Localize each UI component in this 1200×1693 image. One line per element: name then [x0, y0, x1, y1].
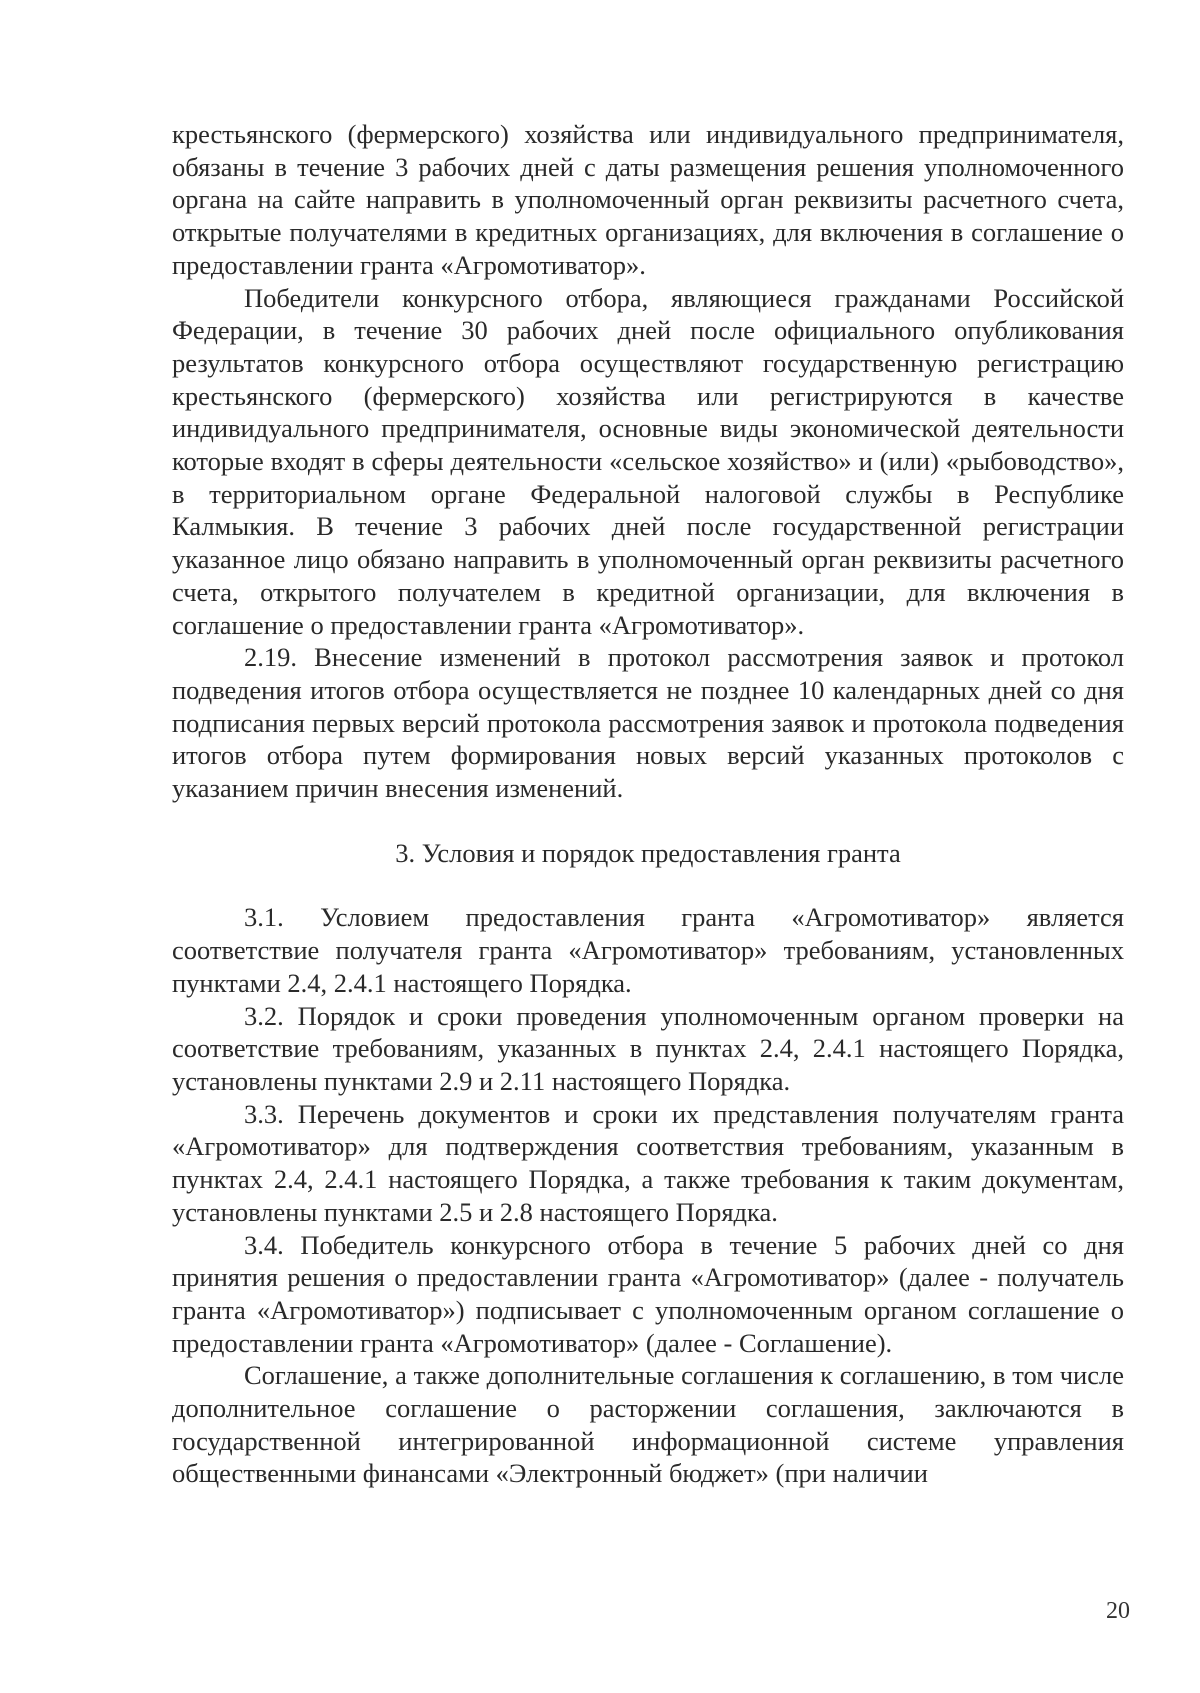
- paragraph-continuation: крестьянского (фермерского) хозяйства или индивидуального предпринимателя, обязаны в течение 3 рабочих дней с даты размещения решения уполномоченного органа на сайте направить в уполномоченный орган реквизиты расчетного счета, открытые получателями в кредитных организациях, для включения в соглашение о предоставлении гранта «Агромотиватор».: [172, 119, 1124, 280]
- paragraph-3-3: 3.3. Перечень документов и сроки их представления получателям гранта «Агромотиватор» для подтверждения соответствия требованиям, указанным в пунктах 2.4, 2.4.1 настоящего Порядка, а также требования к таким документам, установлены пунктами 2.5 и 2.8 настоящего Порядка.: [172, 1098, 1124, 1227]
- paragraph-3-2: 3.2. Порядок и сроки проведения уполномоченным органом проверки на соответствие требованиям, указанных в пунктах 2.4, 2.4.1 настоящего Порядка, установлены пунктами 2.9 и 2.11 настоящего Порядка.: [172, 1000, 1124, 1096]
- paragraph-2-19: 2.19. Внесение изменений в протокол рассмотрения заявок и протокол подведения итогов отбора осуществляется не позднее 10 календарных дней со дня подписания первых версий протокола рассмотрения заявок и протокола подведения итогов отбора путем формирования новых версий указанных протоколов с указанием причин внесения изменений.: [172, 642, 1124, 804]
- paragraph-3-1: 3.1. Условием предоставления гранта «Агромотиватор» является соответствие получателя гранта «Агромотиватор» требованиям, установленных пунктами 2.4, 2.4.1 настоящего Порядка.: [172, 902, 1124, 998]
- paragraph-winners-registration: Победители конкурсного отбора, являющиеся гражданами Российской Федерации, в течение 30 рабочих дней после официального опубликования результатов конкурсного отбора осуществляют государственную регистрацию крестьянского (фермерского) хозяйства или регистрируются в качестве индивидуального предпринимателя, основные виды экономической деятельности которые входят в сферы деятельности «сельское хозяйство» и (или) «рыбоводство», в территориальном органе Федеральной налоговой службы в Республике Калмыкия. В течение 3 рабочих дней после государственной регистрации указанное лицо обязано направить в уполномоченный орган реквизиты расчетного счета, открытого получателем в кредитной организации, для включения в соглашение о предоставлении гранта «Агромотиватор».: [172, 282, 1124, 640]
- paragraph-agreement: Соглашение, а также дополнительные соглашения к соглашению, в том числе дополнительное соглашение о расторжении соглашения, заключаются в государственной интегрированной информационной системе управления общественными финансами «Электронный бюджет» (при наличии: [172, 1360, 1124, 1489]
- section-heading: 3. Условия и порядок предоставления гранта: [395, 837, 901, 868]
- page-number: 20: [1106, 1598, 1130, 1624]
- document-page: [172, 118, 1124, 1490]
- paragraph-3-4: 3.4. Победитель конкурсного отбора в течение 5 рабочих дней со дня принятия решения о предоставлении гранта «Агромотиватор» (далее - получатель гранта «Агромотиватор») подписывает с уполномоченным органом соглашение о предоставлении гранта «Агромотиватор» (далее - Соглашение).: [172, 1229, 1124, 1358]
